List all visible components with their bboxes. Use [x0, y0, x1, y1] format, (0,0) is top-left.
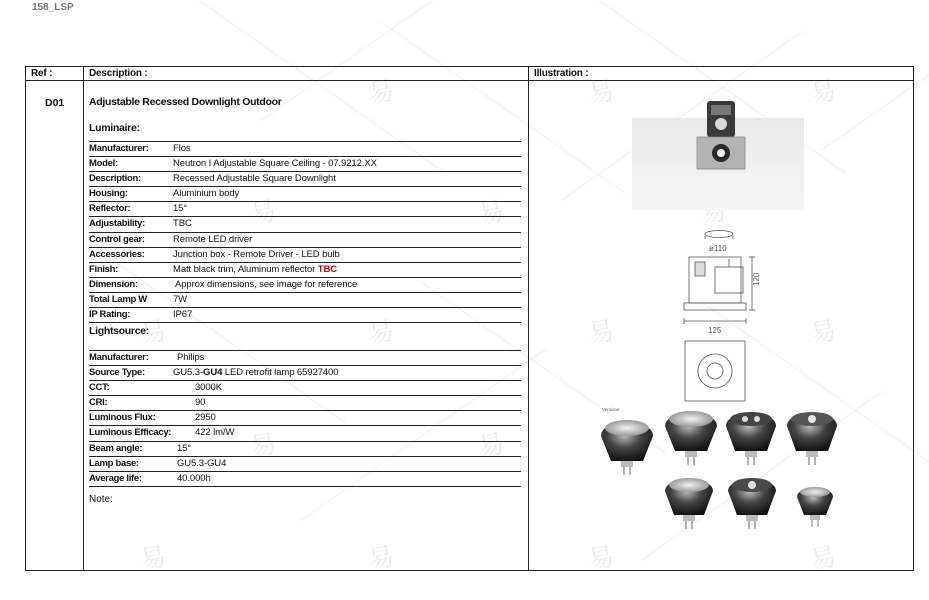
- source-type-rest: LED retrofit lamp 65927400: [222, 367, 339, 379]
- spec-key: Total Lamp W: [89, 293, 147, 305]
- spec-value: Flos: [173, 143, 191, 154]
- spec-key: Control gear:: [89, 233, 145, 245]
- spec-value: 15°: [177, 442, 192, 454]
- spec-key: CRI:: [89, 397, 108, 409]
- item-title: Adjustable Recessed Downlight Outdoor: [89, 96, 282, 108]
- spec-row: [89, 233, 521, 248]
- spec-value: Aluminium body: [173, 188, 240, 200]
- lamp-photos: [601, 411, 837, 529]
- spec-value: GU5.3-GU4: [177, 457, 227, 469]
- lamp-photo: [665, 478, 713, 529]
- lamp-photo: [726, 412, 776, 465]
- spec-row: [89, 411, 521, 426]
- lamp-photo: [728, 478, 776, 529]
- spec-key: Finish:: [89, 263, 119, 275]
- spec-value: Approx dimensions, see image for reference: [173, 278, 358, 290]
- source-type-bold: GU4: [203, 367, 223, 379]
- product-photo: [632, 101, 804, 210]
- width-dimension: 125: [708, 326, 722, 335]
- spec-row: [89, 293, 521, 308]
- tbc-highlight: TBC: [317, 263, 337, 275]
- height-dimension: 120: [752, 272, 761, 286]
- spec-value: 40.000h: [177, 472, 211, 484]
- spec-row: [89, 141, 521, 157]
- spec-key: Housing:: [89, 188, 128, 200]
- spec-row: [89, 172, 521, 187]
- spec-value: TBC: [173, 218, 192, 230]
- luminaire-spec-list: [89, 141, 521, 323]
- diameter-dimension: ø110: [709, 244, 727, 253]
- spec-value: IP67: [173, 309, 193, 321]
- lightsource-heading: Lightsource:: [89, 325, 149, 337]
- spec-key: Adjustability:: [89, 218, 145, 230]
- note-label: Note:: [89, 494, 113, 505]
- spec-sheet-table: [25, 66, 914, 571]
- spec-row: [89, 457, 521, 472]
- spec-key: Model:: [89, 158, 118, 170]
- spec-row: [89, 263, 521, 278]
- spec-row: [89, 217, 521, 232]
- product-illustration: [529, 81, 914, 571]
- spec-value: 2950: [195, 412, 216, 424]
- spec-row: [89, 278, 521, 293]
- lightsource-spec-list: [89, 350, 521, 487]
- spec-value: Remote LED driver: [173, 233, 253, 245]
- spec-row: [89, 187, 521, 202]
- spec-value: Philips: [177, 352, 205, 363]
- spec-key: IP Rating:: [89, 309, 131, 321]
- spec-key: Luminous Efficacy:: [89, 427, 172, 439]
- version-label: Versione: [602, 407, 620, 412]
- spec-key: Beam angle:: [89, 442, 143, 454]
- spec-key: Accessories:: [89, 248, 145, 260]
- spec-row: [89, 472, 521, 487]
- spec-key: Manufacturer:: [89, 143, 149, 154]
- spec-key: Reflector:: [89, 203, 131, 215]
- illustration-panel: [529, 81, 914, 571]
- item-ref-code: D01: [45, 97, 65, 109]
- document-code: 158_LSP: [32, 2, 74, 13]
- spec-value: Neutron I Adjustable Square Ceiling - 07.9212.XX: [173, 158, 377, 170]
- lamp-photo: [797, 487, 833, 527]
- spec-row: [89, 248, 521, 263]
- lamp-photo: [601, 420, 653, 475]
- technical-drawing: [684, 231, 755, 402]
- source-type-text: GU5.3-: [173, 367, 204, 379]
- spec-row: [89, 426, 521, 441]
- illustration-column-header: Illustration :: [534, 68, 589, 79]
- spec-value: Recessed Adjustable Square Downlight: [173, 173, 336, 185]
- ref-column-header: Ref :: [31, 68, 53, 79]
- spec-row: [89, 381, 521, 396]
- spec-value: 3000K: [195, 382, 222, 394]
- spec-row: [89, 442, 521, 457]
- spec-value: 7W: [173, 293, 188, 305]
- spec-value: 15°: [173, 203, 188, 215]
- luminaire-heading: Luminaire:: [89, 122, 140, 134]
- finish-text: Matt black trim, Aluminum reflector: [173, 263, 318, 275]
- spec-row: [89, 366, 521, 381]
- spec-key: Lamp base:: [89, 457, 139, 469]
- spec-value: Junction box - Remote Driver - LED bulb: [173, 248, 340, 260]
- spec-key: Manufacturer:: [89, 352, 149, 363]
- spec-value: [173, 366, 338, 380]
- spec-row: [89, 202, 521, 217]
- spec-value: 422 lm/W: [195, 427, 235, 439]
- spec-row: [89, 157, 521, 172]
- spec-row: [89, 350, 521, 366]
- spec-key: Dimension:: [89, 278, 138, 290]
- spec-row: [89, 308, 521, 323]
- spec-value: 90: [195, 397, 206, 409]
- spec-key: Luminous Flux:: [89, 412, 156, 424]
- lamp-photo: [787, 412, 837, 465]
- column-divider: [83, 67, 84, 570]
- lamp-photo: [665, 411, 717, 465]
- spec-key: Description:: [89, 173, 141, 185]
- spec-key: CCT:: [89, 382, 110, 394]
- description-column-header: Description :: [89, 68, 148, 79]
- spec-key: Average life:: [89, 472, 142, 484]
- spec-key: Source Type:: [89, 367, 145, 379]
- spec-row: [89, 396, 521, 411]
- spec-value: [173, 263, 337, 277]
